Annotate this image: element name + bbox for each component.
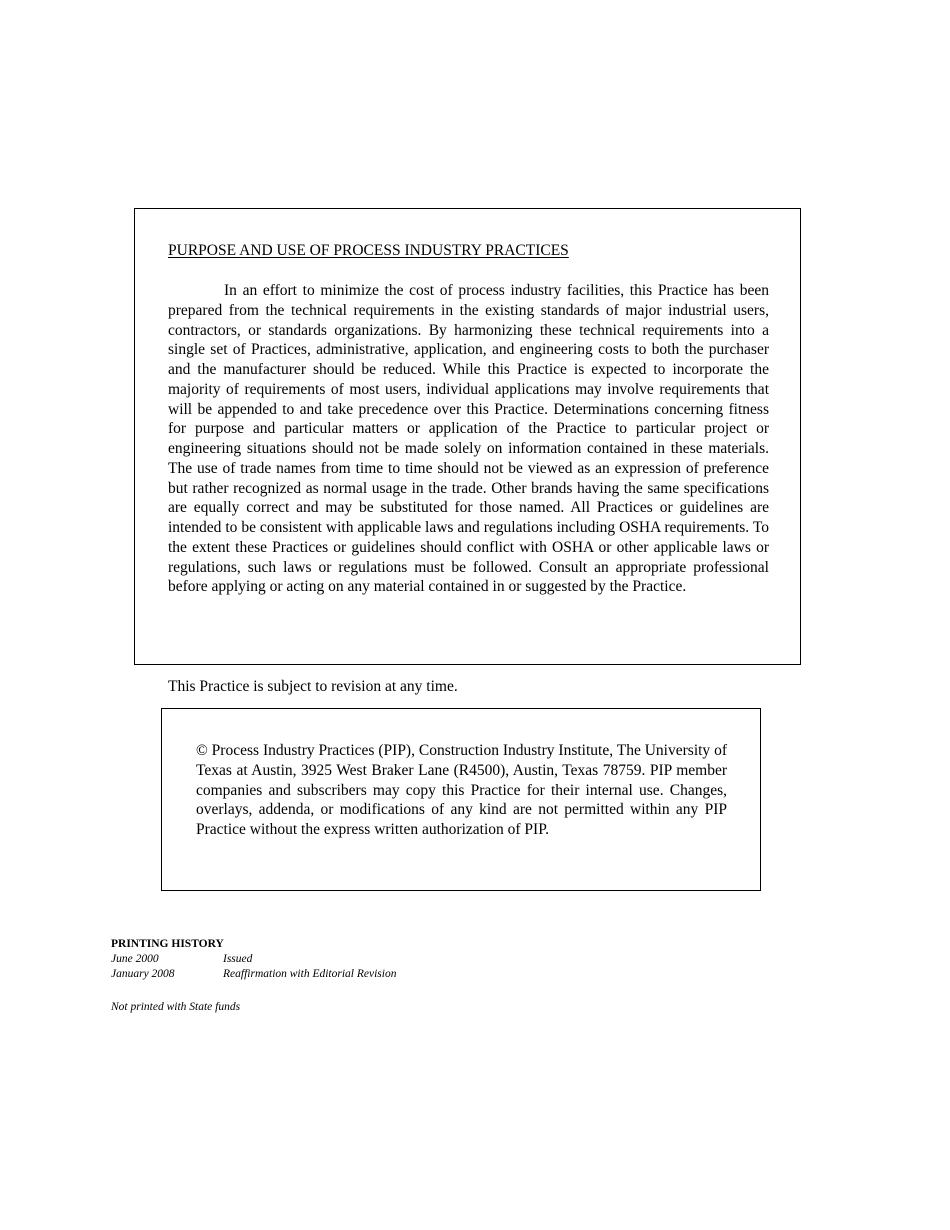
copyright-notice: © Process Industry Practices (PIP), Construction Industry Institute, The University of Texas at Austin, 3925 West Braker Lane (R4500), Austin, Texas 78759. PIP member companies and subscribers may copy this Practice for their internal use. Changes, overlays, addenda, or modifications of any kind are not permitted within any PIP Practice without the express written authorization of PIP. xyxy=(196,742,727,838)
copyright-box xyxy=(161,708,761,891)
history-date: January 2008 xyxy=(111,968,175,980)
purpose-box xyxy=(134,208,801,665)
purpose-paragraph: In an effort to minimize the cost of process industry facilities, this Practice has been prepared from the technical requirements in the existing standards of major industrial users, contractors, or standards organizations. By harmonizing these technical requirements into a single set of Practices, administrative, application, and engineering costs to both the purchaser and the manufacturer should be reduced. While this Practice is expected to incorporate the majority of requirements of most users, individual applications may involve requirements that will be appended to and take precedence over this Practice. Determinations concerning fitness for purpose and particular matters or application of the Practice to particular project or engineering situations should not be made solely on information contained in these materials. The use of trade names from time to time should not be viewed as an expression of preference but rather recognized as normal usage in the trade. Other brands having the same specifications are equally correct and may be substituted for those named. All Practices or guidelines are intended to be consistent with applicable laws and regulations including OSHA requirements. To the extent these Practices or guidelines should conflict with OSHA or other applicable laws or regulations, such laws or regulations must be followed. Consult an appropriate professional before applying or acting on any material contained in or suggested by the Practice. xyxy=(168,282,769,596)
history-date: June 2000 xyxy=(111,953,159,965)
printing-history xyxy=(111,937,396,982)
history-description: Reaffirmation with Editorial Revision xyxy=(223,968,397,980)
history-description: Issued xyxy=(223,953,253,965)
printing-history-title: PRINTING HISTORY xyxy=(111,938,224,950)
purpose-heading: PURPOSE AND USE OF PROCESS INDUSTRY PRACTICES xyxy=(168,242,569,259)
history-entry xyxy=(111,952,396,967)
revision-note: This Practice is subject to revision at any time. xyxy=(168,678,458,695)
funds-note: Not printed with State funds xyxy=(111,1001,241,1013)
history-entry xyxy=(111,967,396,982)
